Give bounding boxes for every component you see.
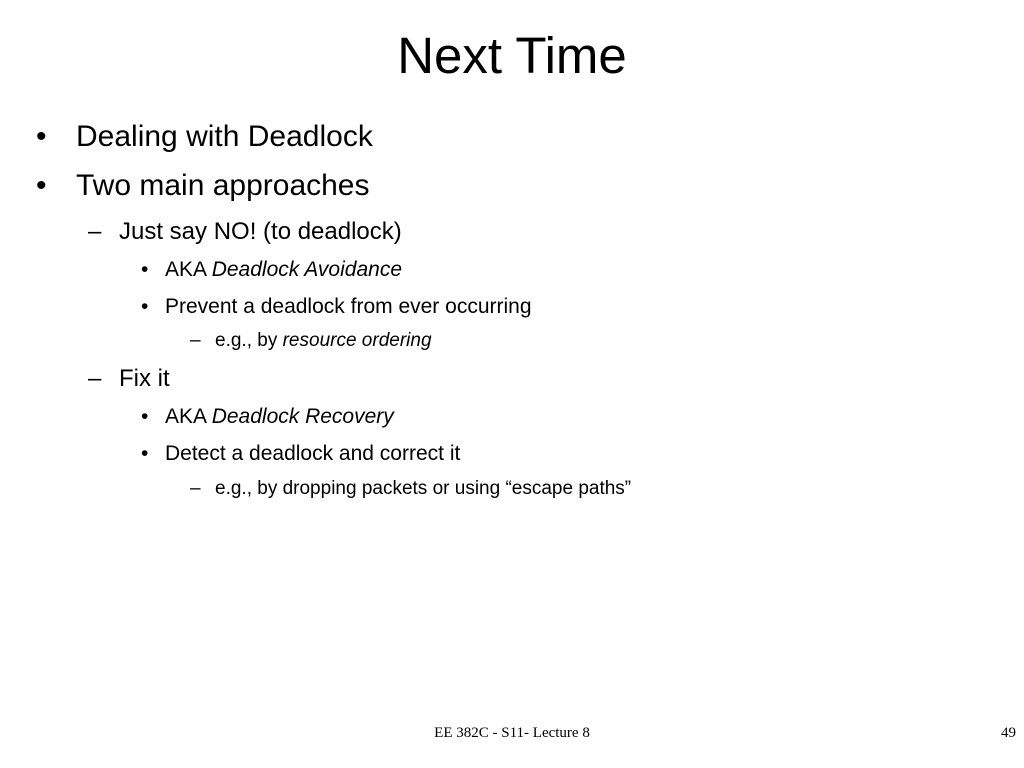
emphasis-text: resource ordering (282, 330, 432, 351)
bullet-marker: • (141, 295, 149, 318)
bullet-text: Prevent a deadlock from ever occurring (165, 295, 532, 318)
emphasis-text: Deadlock Recovery (211, 405, 394, 428)
sub-sub-bullet-item (141, 257, 402, 283)
sub-sub-bullet-item (141, 294, 532, 320)
bullet-marker: • (141, 258, 149, 281)
dash-marker: – (190, 478, 201, 499)
page-number: 49 (1001, 725, 1016, 741)
level4-bullet-item (190, 477, 631, 501)
bullet-marker: • (141, 442, 149, 465)
bullet-text: e.g., by (215, 330, 283, 351)
bullet-marker: • (36, 169, 47, 202)
footer-course: EE 382C - S11- Lecture 8 (434, 725, 590, 741)
bullet-text: Dealing with Deadlock (76, 120, 373, 153)
bullet-marker: • (141, 405, 149, 428)
dash-marker: – (190, 330, 201, 351)
bullet-text: Fix it (119, 365, 170, 392)
bullet-item (36, 119, 373, 155)
slide-title: Next Time (397, 27, 627, 84)
bullet-text: Just say NO! (to deadlock) (119, 218, 402, 245)
sub-bullet-item (88, 217, 402, 247)
sub-bullet-item (88, 364, 170, 394)
bullet-text: Two main approaches (76, 169, 370, 202)
dash-marker: – (88, 218, 102, 245)
bullet-marker: • (36, 120, 47, 153)
bullet-text: Detect a deadlock and correct it (165, 442, 461, 465)
bullet-text: e.g., by dropping packets or using “escape paths” (215, 478, 632, 499)
sub-sub-bullet-item (141, 404, 394, 430)
sub-sub-bullet-item (141, 441, 460, 467)
bullet-item (36, 168, 370, 204)
level4-bullet-item (190, 329, 432, 353)
bullet-text: AKA (165, 258, 212, 281)
bullet-text: AKA (165, 405, 212, 428)
emphasis-text: Deadlock Avoidance (211, 258, 402, 281)
dash-marker: – (88, 365, 102, 392)
